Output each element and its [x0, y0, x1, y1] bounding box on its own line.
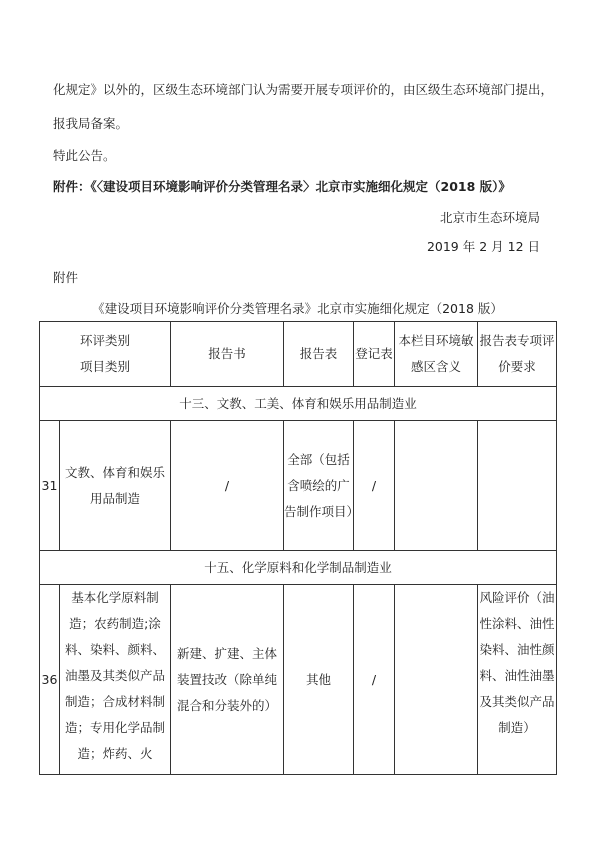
header-sensitive-area: 本栏目环境敏感区含义 — [395, 322, 478, 387]
attachment-label: 附件 — [53, 270, 79, 285]
header-special-eval: 报告表专项评价要求 — [478, 322, 557, 387]
section-row-13 — [40, 387, 557, 421]
row-category: 文教、体育和娱乐用品制造 — [60, 421, 171, 551]
row-special-eval — [478, 421, 557, 551]
classification-table — [39, 321, 557, 775]
section-row-15 — [40, 551, 557, 585]
row-sensitive-area — [395, 585, 478, 775]
header-report-form: 报告表 — [284, 322, 354, 387]
row-report-form: 其他 — [284, 585, 354, 775]
row-report-form: 全部（包括含喷绘的广告制作项目） — [284, 421, 354, 551]
row-number: 36 — [40, 585, 60, 775]
row-report-book: / — [171, 421, 284, 551]
header-registration: 登记表 — [354, 322, 395, 387]
attachment-line: 附件：《〈建设项目环境影响评价分类管理名录〉北京市实施细化规定（2018 版）》 — [53, 179, 511, 194]
issuer-signature: 北京市生态环境局 — [439, 210, 540, 225]
body-text-line-1: 化规定》以外的，区级生态环境部门认为需要开展专项评价的，由区级生态环境部门提出， — [53, 82, 554, 97]
header-category — [40, 322, 171, 387]
table-row — [40, 421, 557, 551]
row-report-book: 新建、扩建、主体装置技改（除单纯混合和分装外的） — [171, 585, 284, 775]
row-registration: / — [354, 421, 395, 551]
closing-text: 特此公告。 — [53, 148, 116, 163]
section-heading: 十三、文教、工美、体育和娱乐用品制造业 — [40, 387, 557, 421]
row-sensitive-area — [395, 421, 478, 551]
table-row — [40, 585, 557, 775]
table-header-row — [40, 322, 557, 387]
body-text-line-2: 报我局备案。 — [53, 116, 129, 131]
row-category: 基本化学原料制造；农药制造;涂料、染料、颜料、油墨及其类似产品制造；合成材料制造；专用化学品制造；炸药、火 — [60, 585, 171, 775]
row-registration: / — [354, 585, 395, 775]
header-report-book: 报告书 — [171, 322, 284, 387]
row-special-eval: 风险评价（油性涂料、油性染料、油性颜料、油性油墨及其类似产品制造） — [478, 585, 557, 775]
row-number: 31 — [40, 421, 60, 551]
issue-date: 2019 年 2 月 12 日 — [426, 239, 540, 254]
header-category-bottom: 项目类别 — [80, 359, 131, 374]
section-heading: 十五、化学原料和化学制品制造业 — [40, 551, 557, 585]
header-category-top: 环评类别 — [80, 333, 131, 348]
table-title: 《建设项目环境影响评价分类管理名录》北京市实施细化规定（2018 版） — [92, 301, 503, 316]
